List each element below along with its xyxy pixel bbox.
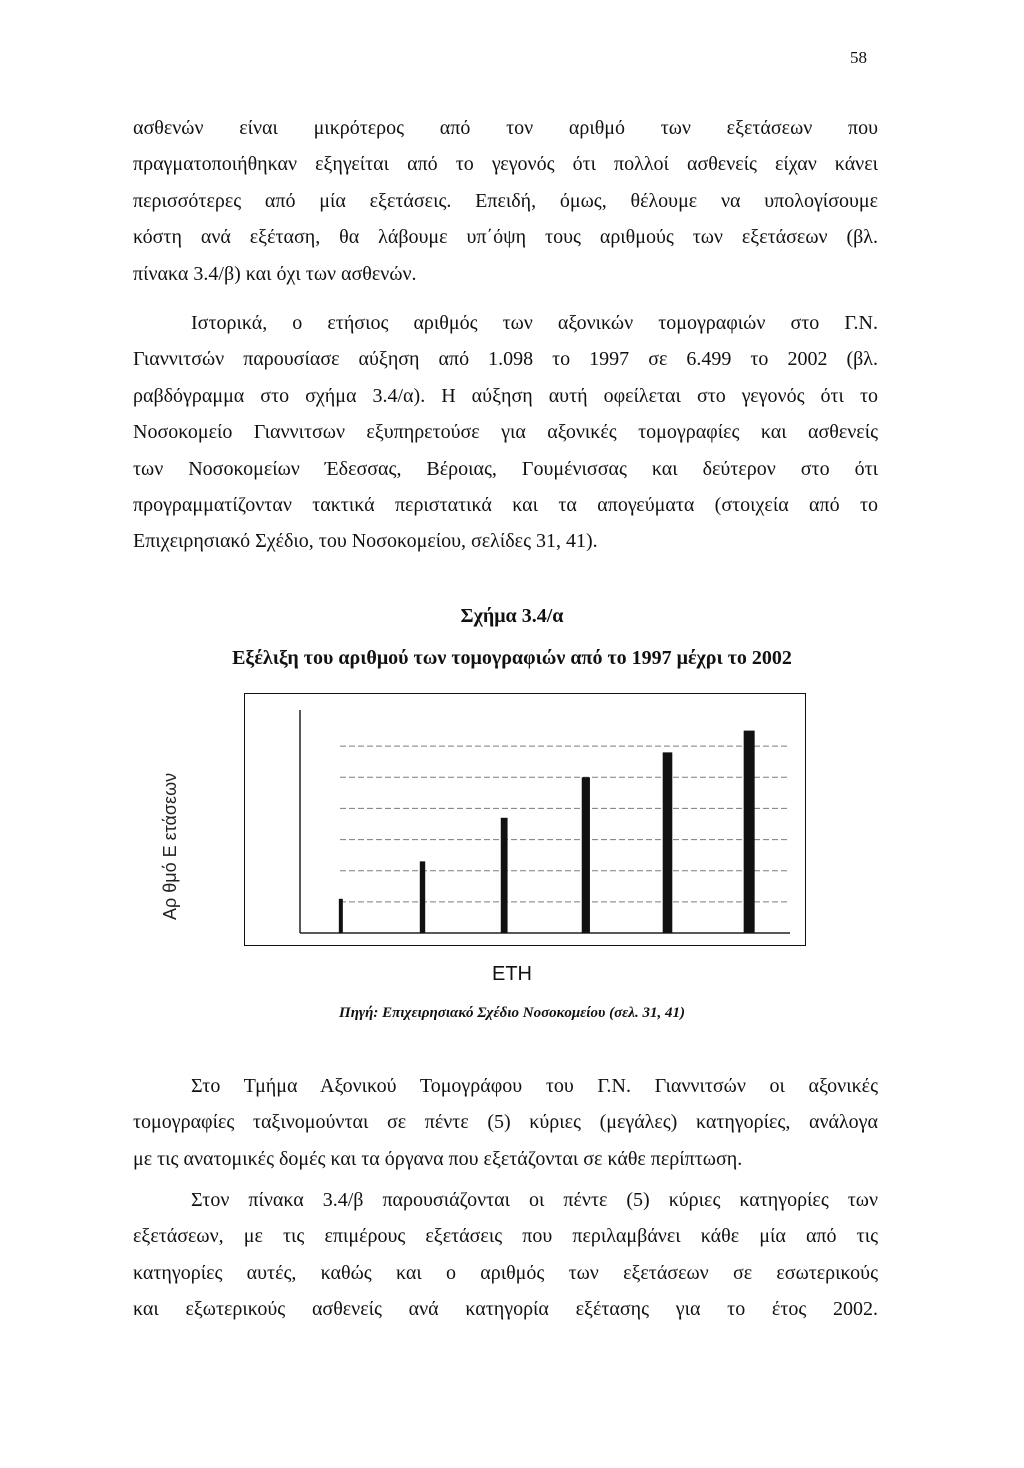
paragraph-line: κατηγορίες αυτές, καθώς και ο αριθμός των εξετάσεων σε εσωτερικούς — [133, 1261, 878, 1284]
paragraph-line: πίνακα 3.4/β) και όχι των ασθενών. — [133, 262, 417, 285]
paragraph-line: προγραμματίζονταν τακτικά περιστατικά και τα απογεύματα (στοιχεία από το — [133, 493, 878, 516]
paragraph-line: κόστη ανά εξέταση, θα λάβουμε υπ΄όψη τους αριθμούς των εξετάσεων (βλ. — [133, 226, 878, 249]
paragraph-line: Γιαννιτσών παρουσίασε αύξηση από 1.098 το 1997 σε 6.499 το 2002 (βλ. — [133, 348, 878, 371]
figure-title: Εξέλιξη του αριθμού των τομογραφιών από το 1997 μέχρι το 2002 — [232, 647, 792, 669]
bar-2000 — [582, 777, 590, 933]
paragraph-line: και εξωτερικούς ασθενείς ανά κατηγορία εξέτασης για το έτος 2002. — [133, 1298, 878, 1321]
paragraph-line: εξετάσεων, με τις επιμέρους εξετάσεις που περιλαμβάνει κάθε μία από τις — [133, 1225, 878, 1248]
paragraph-line: τομογραφίες ταξινομούνται σε πέντε (5) κύριες (μεγάλες) κατηγορίες, ανάλογα — [133, 1111, 878, 1134]
paragraph-line: ασθενών είναι μικρότερος από τον αριθμό των εξετάσεων που — [133, 117, 878, 139]
bar-1997 — [339, 899, 343, 933]
y-axis-label: Αρ θμό Ε ετάσεων — [160, 772, 180, 920]
figure-source: Πηγή: Επιχειρησιακό Σχέδιο Νοσοκομείου (σελ. 31, 41) — [339, 1005, 685, 1021]
page-number: 58 — [850, 48, 867, 67]
paragraph-line: ραβδόγραμμα στο σχήμα 3.4/α). Η αύξηση αυτή οφείλεται στο γεγονός ότι το — [133, 384, 878, 407]
paragraph-line: Στον πίνακα 3.4/β παρουσιάζονται οι πέντε (5) κύριες κατηγορίες των — [191, 1189, 878, 1211]
bar-2001 — [663, 752, 673, 933]
bar-2002 — [744, 731, 755, 933]
paragraph-line: των Νοσοκομείων Έδεσσας, Βέροιας, Γουμένισσας και δεύτερον στο ότι — [133, 457, 878, 480]
bar-1999 — [501, 818, 508, 933]
paragraph-line: Νοσοκομείο Γιαννιτσων εξυπηρετούσε για αξονικές τομογραφίες και ασθενείς — [133, 421, 878, 444]
paragraph-3 — [133, 1068, 878, 1177]
paragraph-line: πραγματοποιήθηκαν εξηγείται από το γεγονός ότι πολλοί ασθενείς είχαν κάνει — [133, 153, 878, 176]
paragraph-line: με τις ανατομικές δομές και τα όργανα που εξετάζονται σε κάθε περίπτωση. — [133, 1147, 743, 1170]
figure-label: Σχήμα 3.4/α — [460, 605, 564, 627]
paragraph-line: Ιστορικά, ο ετήσιος αριθμός των αξονικών τομογραφιών στο Γ.Ν. — [191, 312, 878, 334]
paragraph-4 — [133, 1182, 878, 1328]
x-axis-label: ΕΤΗ — [492, 963, 532, 985]
paragraph-line: περισσότερες από μία εξετάσεις. Επειδή, όμως, θέλουμε να υπολογίσουμε — [133, 189, 878, 212]
paragraph-line: Στο Τμήμα Αξονικού Τομογράφου του Γ.Ν. Γιαννιτσών οι αξονικές — [191, 1075, 878, 1097]
bar-1998 — [420, 861, 425, 933]
paragraph-line: Επιχειρησιακό Σχέδιο, του Νοσοκομείου, σελίδες 31, 41). — [133, 530, 598, 553]
